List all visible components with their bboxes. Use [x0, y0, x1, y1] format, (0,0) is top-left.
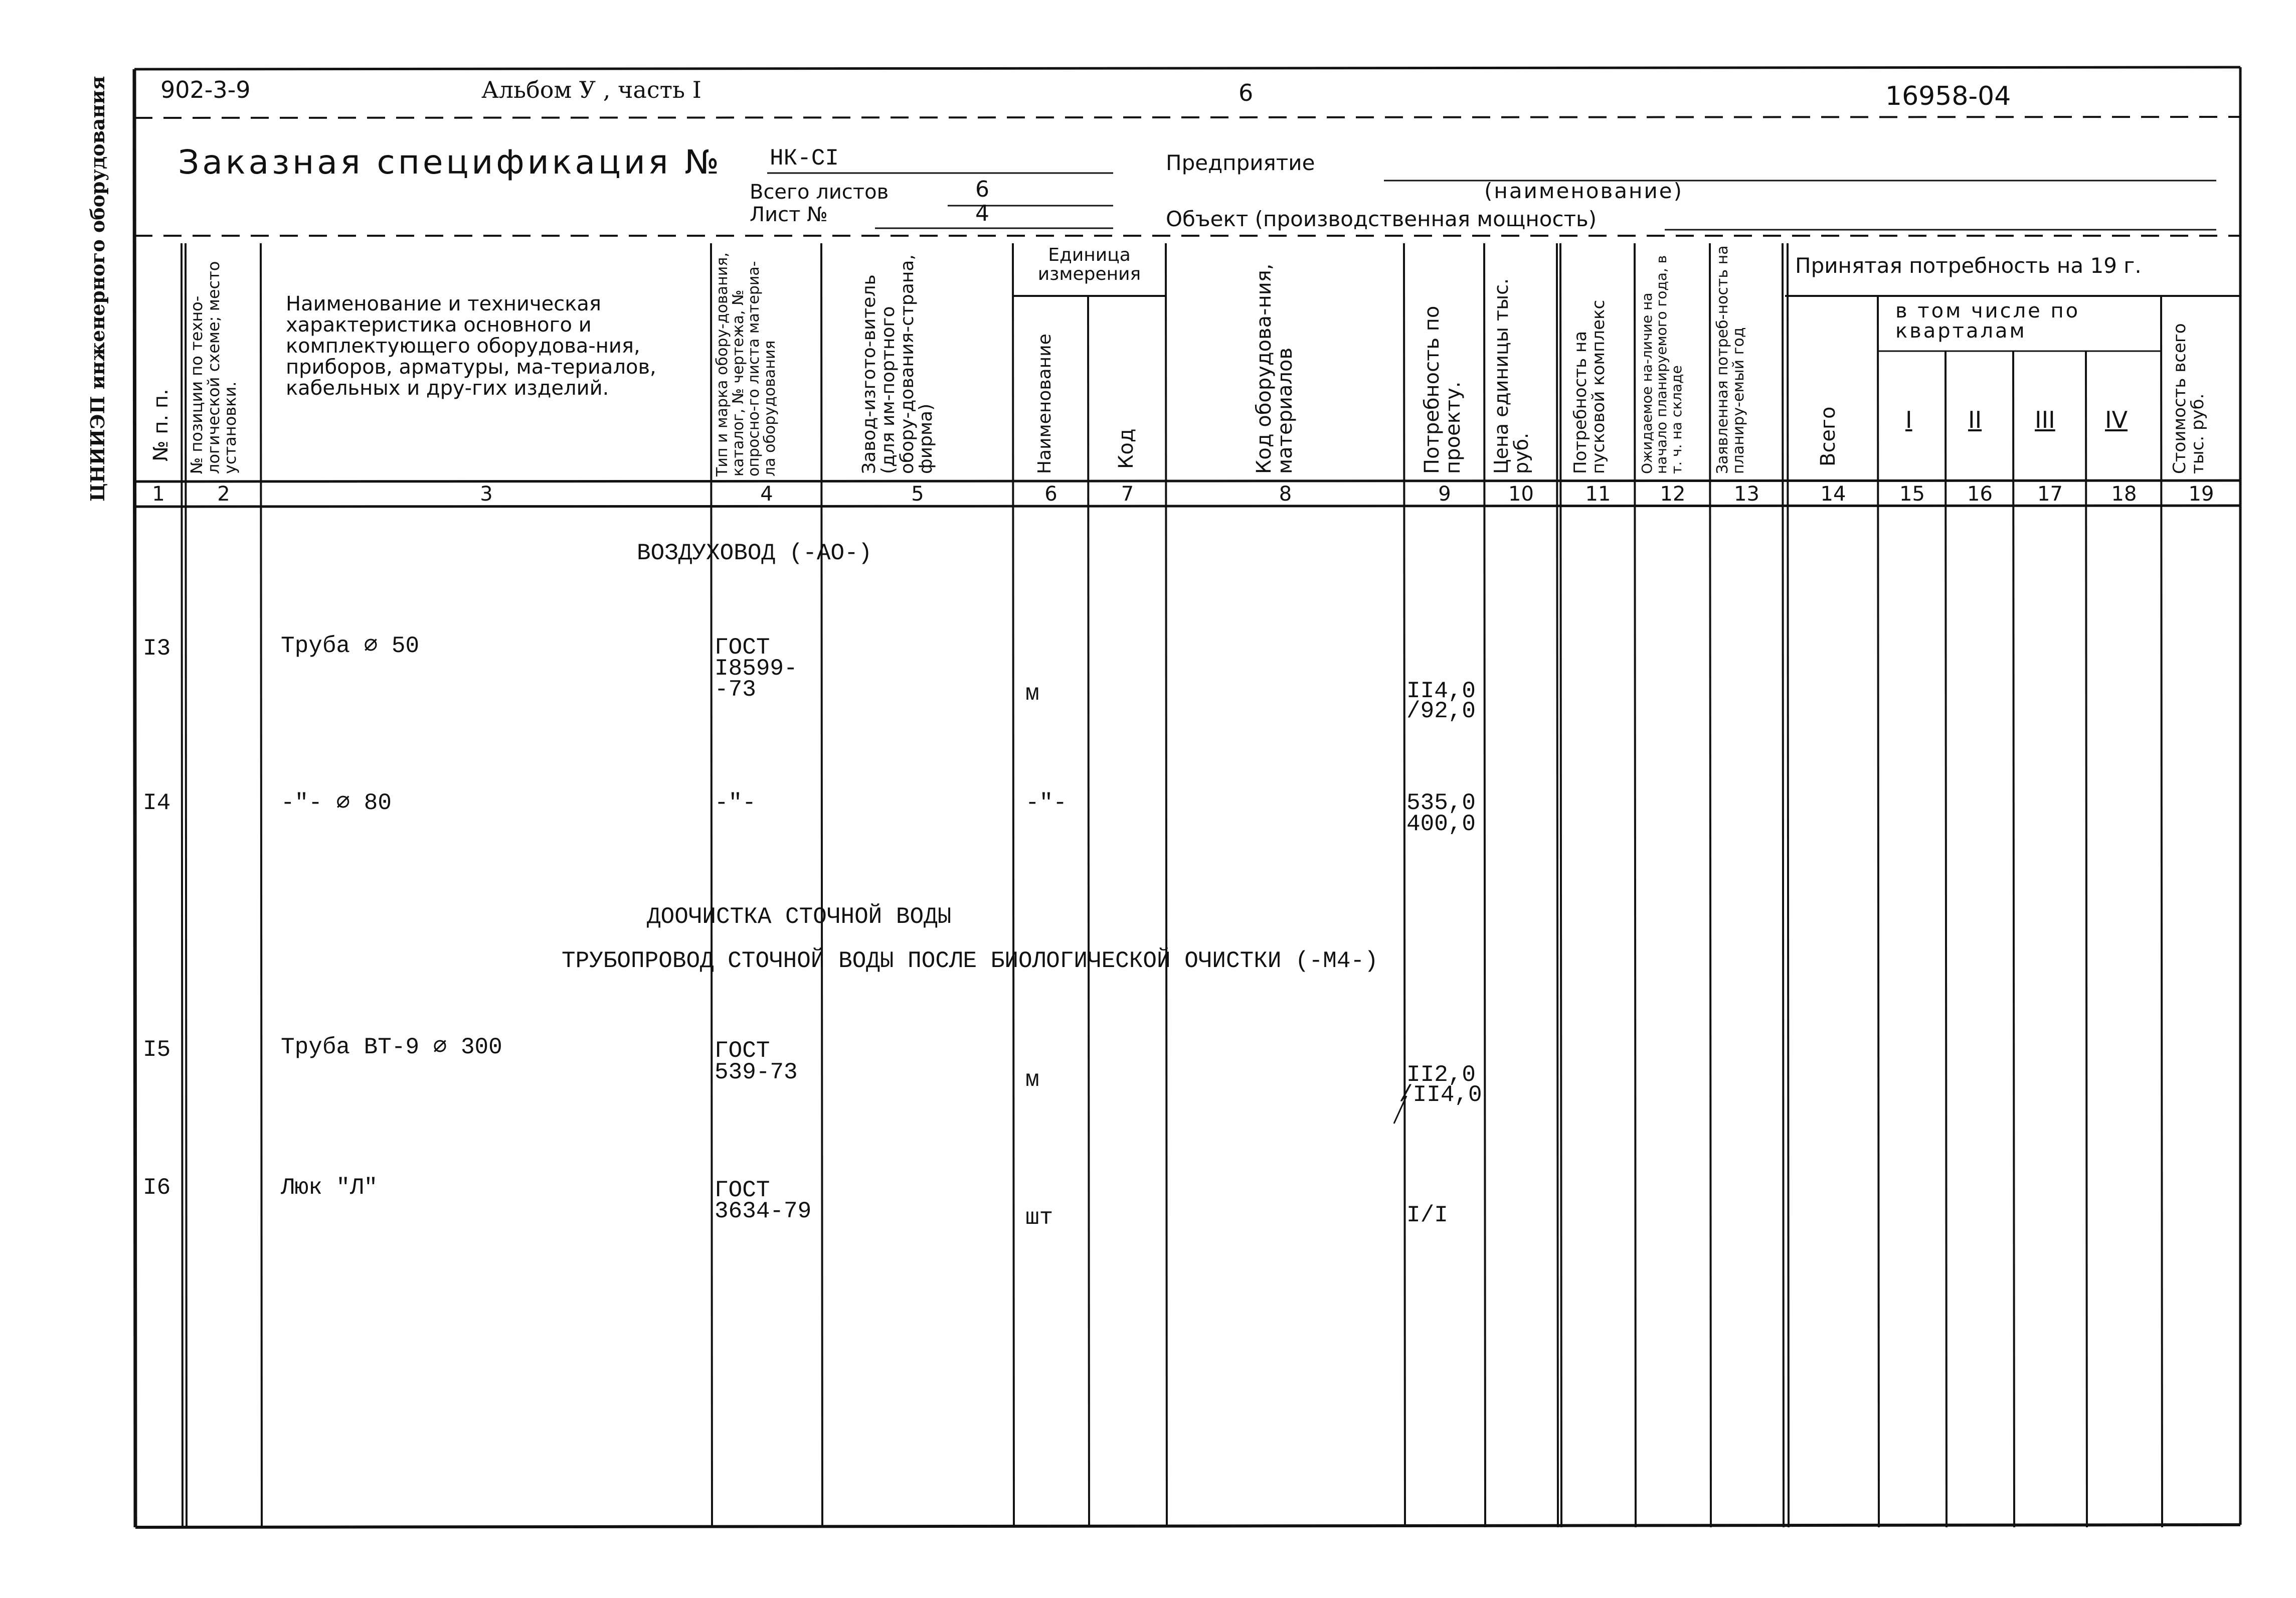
- accepted-group-header: Принятая потребность на 19 г.: [1795, 253, 2142, 278]
- item-name: Труба ВТ-9 ∅ 300: [281, 1034, 502, 1060]
- col-header-18: IV: [2105, 406, 2128, 433]
- col-header-5: Завод-изгото-витель (для им-портного обору-дования-страна, фирма): [859, 254, 937, 474]
- item-type: ГОСТ: [715, 1177, 770, 1203]
- item-name: Труба ∅ 50: [281, 633, 420, 659]
- project-code: 902-3-9: [160, 76, 251, 103]
- col-header-17: III: [2035, 406, 2055, 433]
- col-num-2: 2: [217, 483, 230, 506]
- item-type: -"-: [715, 790, 756, 816]
- row-number: I6: [143, 1175, 171, 1201]
- col-header-13: Заявленная потреб-ность на планиру-емый год: [1714, 245, 1747, 474]
- col-header-3: Наименование и техническая характеристика основного и комплектующего оборудова-ния, приборов, арматуры, ма-териалов, кабельных и дру-гих изделий.: [286, 292, 656, 400]
- col-header-10: Цена единицы тыс. руб.: [1490, 278, 1532, 474]
- col-header-9: Потребность по проекту.: [1421, 305, 1465, 474]
- col-num-18: 18: [2111, 483, 2137, 506]
- enterprise-caption: (наименование): [1484, 179, 1684, 203]
- album-label: Альбом У , часть I: [481, 76, 701, 103]
- item-type: -73: [715, 677, 756, 703]
- item-unit: шт: [1025, 1205, 1053, 1231]
- quarters-group-header: в том числе по кварталам: [1895, 299, 2080, 343]
- item-need: /92,0: [1406, 698, 1476, 724]
- col-num-19: 19: [2188, 483, 2214, 506]
- sheet-value: 4: [975, 201, 989, 226]
- enterprise-label: Предприятие: [1166, 150, 1315, 175]
- col-header-6: Наименование: [1034, 334, 1055, 474]
- section-heading: ВОЗДУХОВОД (-АО-): [637, 540, 872, 566]
- item-type: 3634-79: [715, 1198, 812, 1224]
- page-number: 6: [1239, 79, 1254, 106]
- col-header-2: № позиции по техно-логической схеме; место установки.: [187, 261, 240, 474]
- item-name: -"- ∅ 80: [281, 790, 392, 816]
- item-name: Люк "Л": [281, 1175, 378, 1201]
- col-num-9: 9: [1438, 483, 1451, 506]
- item-type: 539-73: [715, 1059, 798, 1085]
- col-num-17: 17: [2037, 483, 2063, 506]
- item-type: ГОСТ: [715, 634, 770, 661]
- col-num-12: 12: [1660, 483, 1686, 506]
- item-type: ГОСТ: [715, 1038, 770, 1064]
- col-num-10: 10: [1508, 483, 1534, 506]
- item-need: II4,0: [1406, 678, 1476, 704]
- col-header-11: Потребность на пусковой комплекс: [1570, 299, 1609, 474]
- item-type: I8599-: [715, 656, 798, 682]
- document-number: 16958-04: [1885, 81, 2011, 111]
- item-unit: -"-: [1025, 790, 1067, 816]
- row-number: I4: [143, 790, 171, 816]
- col-header-1: № п. п.: [149, 389, 172, 461]
- col-num-13: 13: [1734, 483, 1759, 506]
- col-num-6: 6: [1044, 483, 1057, 506]
- total-sheets-label: Всего листов: [750, 181, 889, 204]
- object-label: Объект (производственная мощность): [1166, 207, 1597, 231]
- col-header-12: Ожидаемое на-личие на начало планируемого года, в т. ч. на складе: [1639, 255, 1685, 474]
- spec-number: НК-СI: [770, 145, 839, 172]
- col-num-16: 16: [1967, 483, 1993, 506]
- col-num-11: 11: [1585, 483, 1611, 506]
- col-num-8: 8: [1279, 483, 1292, 506]
- total-sheets-value: 6: [975, 177, 989, 202]
- col-num-15: 15: [1899, 483, 1925, 506]
- item-need: /II4,0: [1399, 1082, 1482, 1108]
- unit-group-header: Единица измерения: [1037, 245, 1141, 284]
- item-need: 400,0: [1406, 811, 1476, 837]
- item-unit: м: [1025, 681, 1039, 707]
- item-need: 535,0: [1406, 790, 1476, 816]
- col-num-4: 4: [760, 483, 773, 506]
- sheet-label: Лист №: [750, 203, 828, 226]
- col-header-4: Тип и марка обору-дования, каталог, № чертежа, № опросно-го листа материа-ла оборудования: [714, 252, 779, 476]
- item-unit: м: [1025, 1067, 1039, 1093]
- item-need: II2,0: [1406, 1062, 1476, 1088]
- col-header-16: II: [1968, 406, 1982, 433]
- col-num-14: 14: [1820, 483, 1846, 506]
- row-number: I3: [143, 635, 171, 662]
- item-need: I/I: [1406, 1202, 1448, 1228]
- spec-title: Заказная спецификация №: [178, 143, 723, 182]
- col-num-5: 5: [911, 483, 924, 506]
- section-heading: ДООЧИСТКА СТОЧНОЙ ВОДЫ: [647, 904, 952, 930]
- organization-sidebar-label: ЦНИИЭП инженерного оборудования: [86, 76, 109, 502]
- row-number: I5: [143, 1037, 171, 1063]
- col-header-7: Код: [1115, 428, 1138, 469]
- col-header-19: Стоимость всего тыс. руб.: [2170, 323, 2208, 474]
- col-num-3: 3: [480, 483, 493, 506]
- section-heading: ТРУБОПРОВОД СТОЧНОЙ ВОДЫ ПОСЛЕ БИОЛОГИЧЕСКОЙ ОЧИСТКИ (-М4-): [562, 948, 1378, 974]
- col-header-15: I: [1905, 406, 1912, 433]
- col-num-7: 7: [1121, 483, 1134, 506]
- col-header-14: Всего: [1817, 406, 1840, 466]
- col-header-8: Код оборудова-ния, материалов: [1253, 263, 1297, 474]
- col-num-1: 1: [152, 483, 165, 506]
